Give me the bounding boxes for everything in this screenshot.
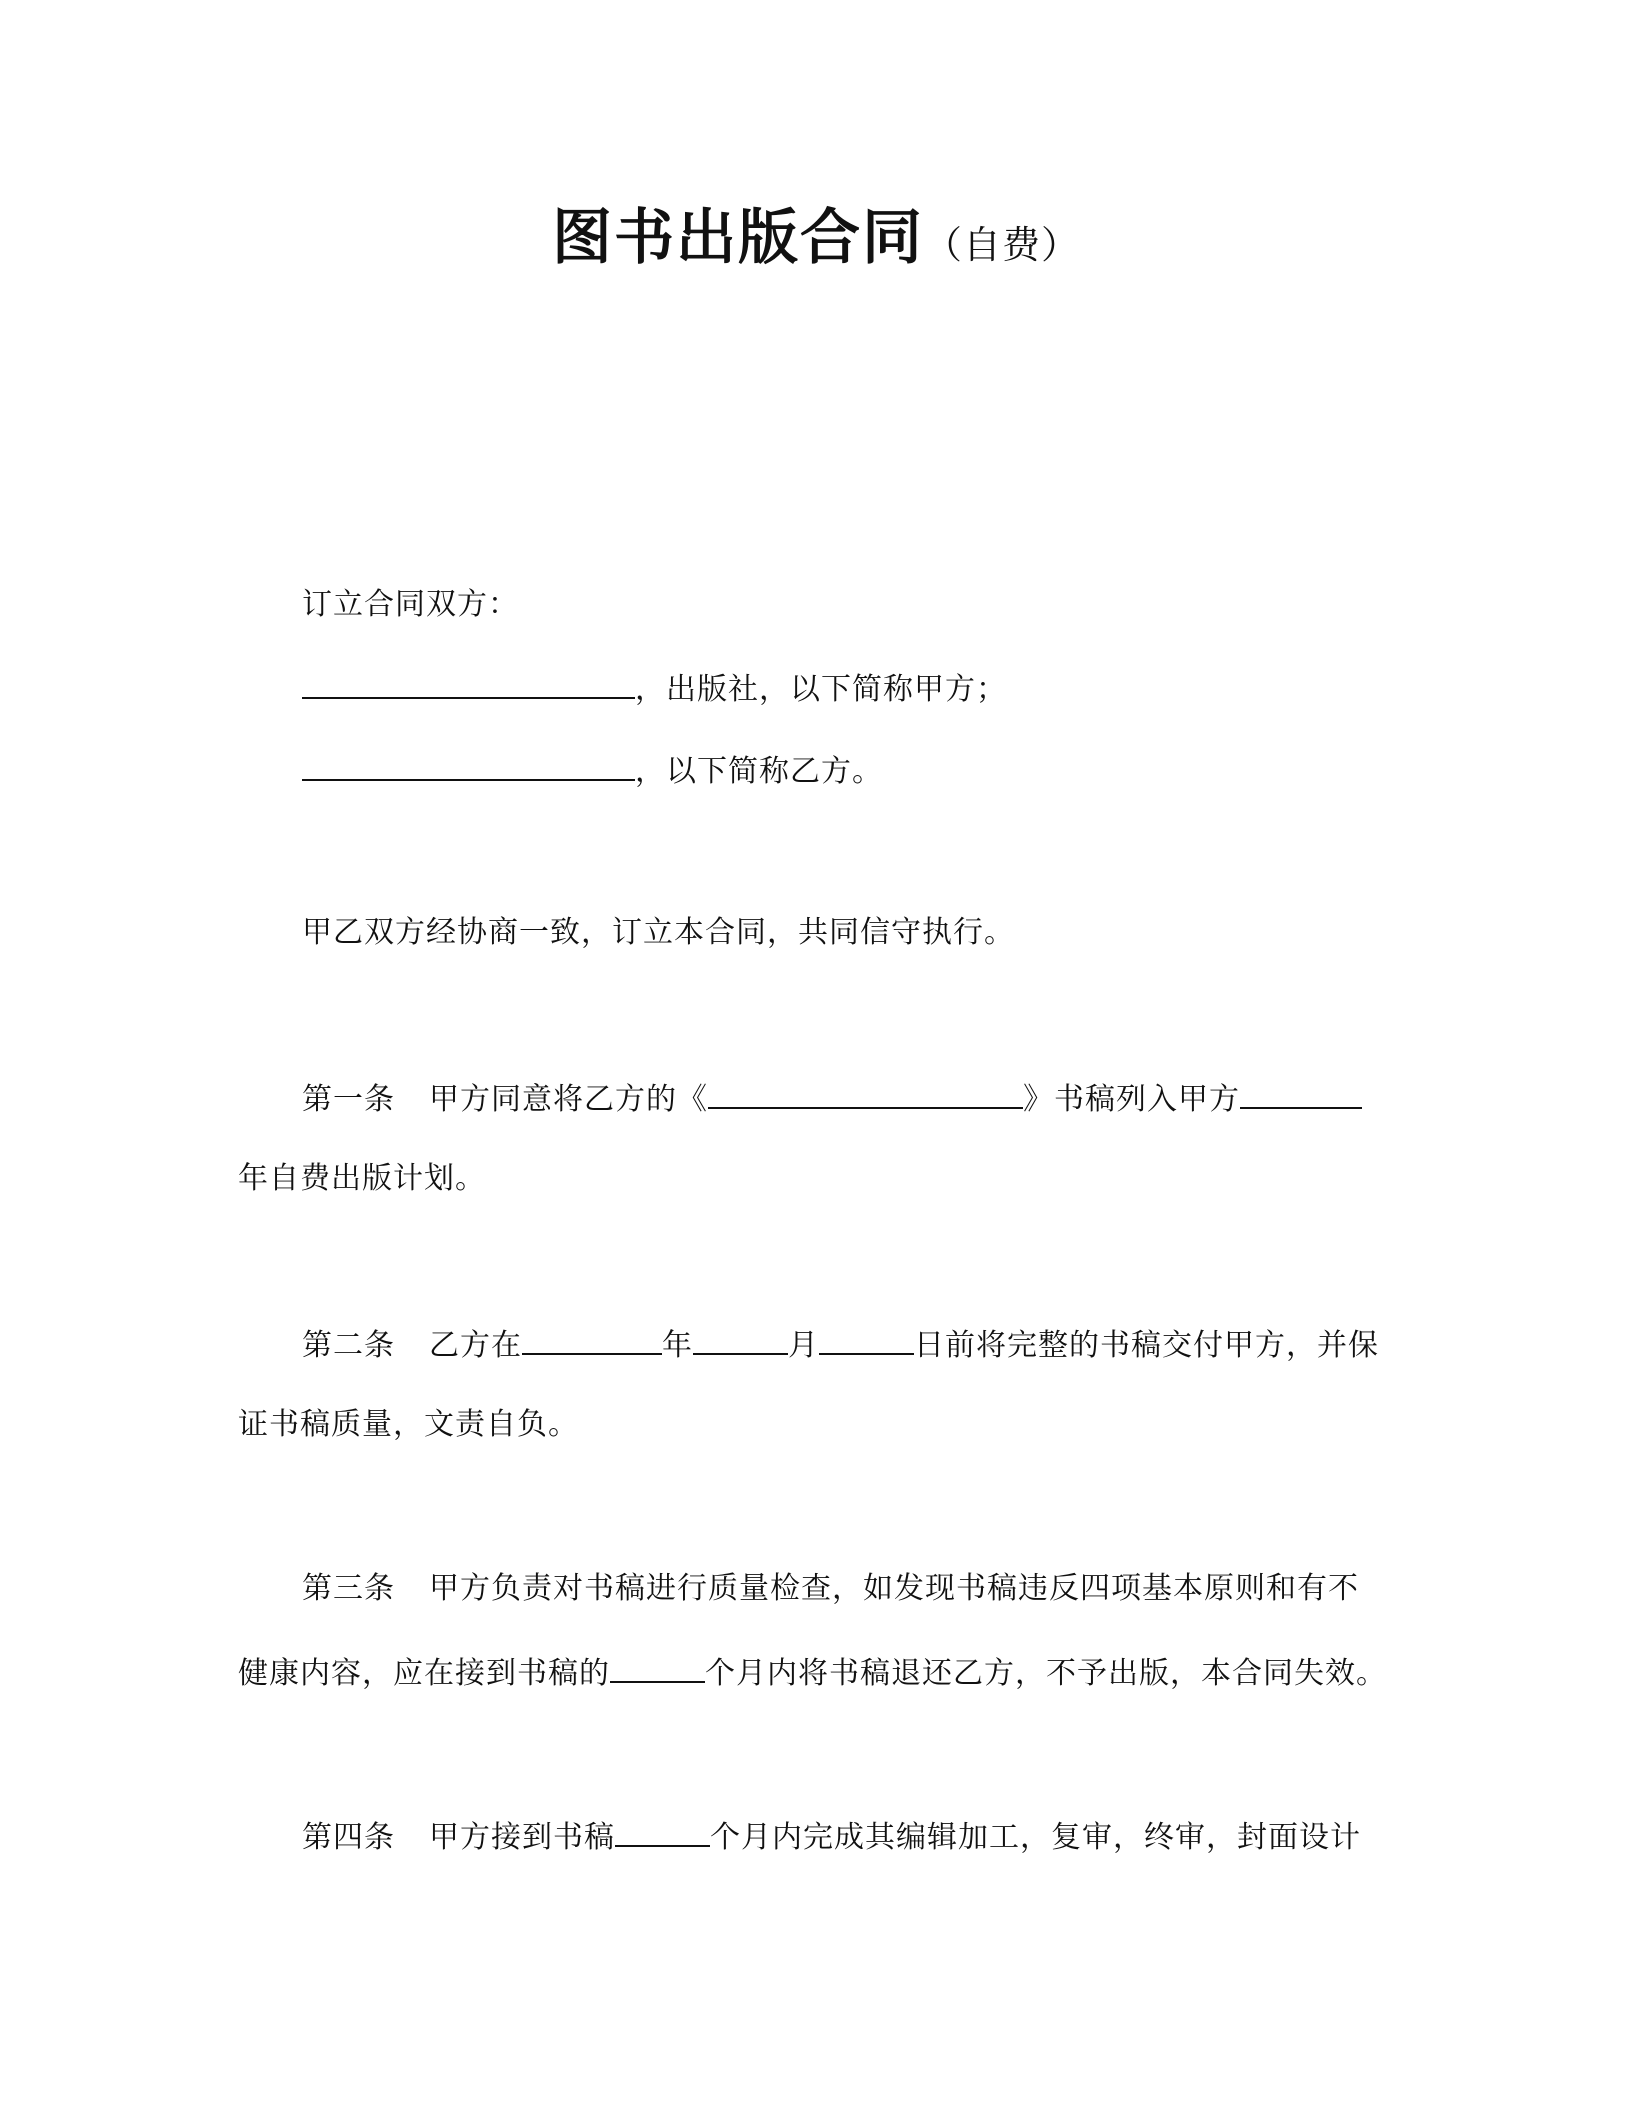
party-b-blank: [302, 749, 635, 781]
article-1-line-2: [238, 1159, 486, 1199]
article-2-month-blank: [693, 1323, 788, 1355]
article-2-year: 年: [662, 1328, 693, 1363]
parties-heading: [302, 585, 519, 625]
article-1-label: 第一条: [302, 1082, 395, 1117]
article-4-label: 第四条: [302, 1820, 395, 1855]
article-1-text-b: 》书稿列入甲方: [1023, 1082, 1240, 1117]
article-3-cont-a: 健康内容，应在接到书稿的: [238, 1656, 610, 1691]
article-1-cont: 年自费出版计划。: [238, 1161, 486, 1196]
article-2-cont: 证书稿质量，文责自负。: [238, 1407, 579, 1442]
article-1-text-a: 甲方同意将乙方的《: [429, 1082, 708, 1117]
article-2-line-1: [302, 1323, 1379, 1366]
article-4-text-b: 个月内完成其编辑加工，复审，终审，封面设计: [710, 1820, 1361, 1855]
article-2-line-2: [238, 1405, 579, 1445]
article-2-month: 月: [788, 1328, 819, 1363]
article-2-year-blank: [522, 1323, 662, 1355]
party-a-suffix: ，出版社，以下简称甲方；: [635, 672, 1007, 707]
title-suffix: （自费）: [923, 223, 1080, 267]
article-3-line-2: [238, 1651, 1387, 1694]
article-4-line-1: [302, 1815, 1361, 1858]
article-2-label: 第二条: [302, 1328, 395, 1363]
page-title: [0, 190, 1632, 276]
article-2-day-blank: [819, 1323, 914, 1355]
article-2-text-a: 乙方在: [429, 1328, 522, 1363]
article-4-text-a: 甲方接到书稿: [429, 1820, 615, 1855]
party-a-blank: [302, 667, 635, 699]
article-3-label: 第三条: [302, 1571, 395, 1606]
article-3-cont-b: 个月内将书稿退还乙方，不予出版，本合同失效。: [705, 1656, 1387, 1691]
article-3-line-1: [302, 1569, 1359, 1609]
article-1-line-1: [302, 1077, 1362, 1120]
party-b-suffix: ，以下简称乙方。: [635, 754, 883, 789]
article-4-months-blank: [615, 1815, 710, 1847]
party-b-line: [302, 749, 883, 792]
article-1-year-blank: [1240, 1077, 1362, 1109]
preamble: [302, 913, 1015, 953]
title-main: 图书出版合同: [551, 203, 924, 273]
parties-heading-text: 订立合同双方：: [302, 587, 519, 622]
article-3-text-a: 甲方负责对书稿进行质量检查，如发现书稿违反四项基本原则和有不: [429, 1571, 1359, 1606]
party-a-line: [302, 667, 1007, 710]
article-2-text-b: 日前将完整的书稿交付甲方，并保: [914, 1328, 1379, 1363]
article-1-title-blank: [708, 1077, 1023, 1109]
preamble-text: 甲乙双方经协商一致，订立本合同，共同信守执行。: [302, 915, 1015, 950]
article-3-months-blank: [610, 1651, 705, 1683]
